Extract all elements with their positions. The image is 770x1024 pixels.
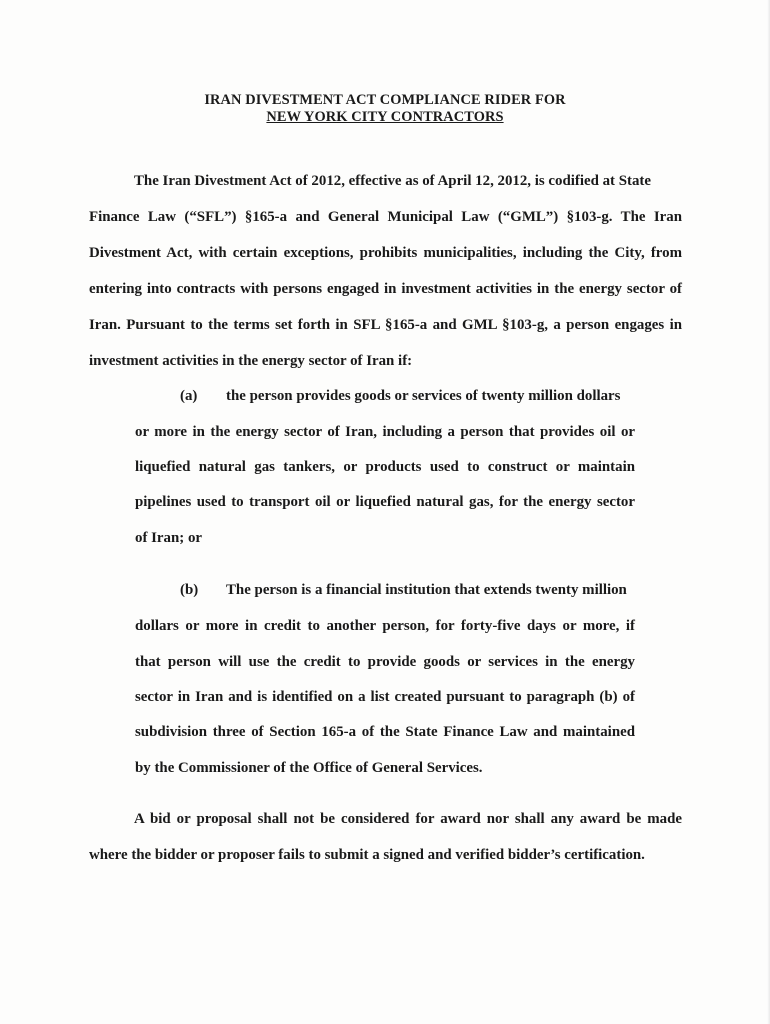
item-b-label: (b) <box>180 582 199 598</box>
intro-line-1: The Iran Divestment Act of 2012, effective as of April 12, 2012, is codified at State <box>134 173 651 189</box>
item-a-line-3: liquefied natural gas tankers, or products used to construct or maintain <box>135 459 635 475</box>
closing-line-1: A bid or proposal shall not be considered for award nor shall any award be made <box>134 811 682 827</box>
intro-line-5: Iran. Pursuant to the terms set forth in SFL §165-a and GML §103-g, a person engages in <box>89 317 682 333</box>
item-a-line-5: of Iran; or <box>135 530 202 546</box>
item-b-line-5: subdivision three of Section 165-a of the State Finance Law and maintained <box>135 724 635 740</box>
closing-line-2: where the bidder or proposer fails to submit a signed and verified bidder’s certification. <box>89 847 645 863</box>
item-a-line-1: the person provides goods or services of twenty million dollars <box>226 388 621 404</box>
intro-line-4: entering into contracts with persons engaged in investment activities in the energy sector of <box>89 281 682 297</box>
item-b-line-1: The person is a financial institution that extends twenty million <box>226 582 627 598</box>
item-a-line-4: pipelines used to transport oil or liquefied natural gas, for the energy sector <box>135 494 635 510</box>
item-a-label: (a) <box>180 388 198 404</box>
intro-line-6: investment activities in the energy sector of Iran if: <box>89 353 413 369</box>
item-b-line-4: sector in Iran and is identified on a list created pursuant to paragraph (b) of <box>135 689 635 705</box>
item-b-line-2: dollars or more in credit to another person, for forty-five days or more, if <box>135 618 635 634</box>
document-title-line-1: IRAN DIVESTMENT ACT COMPLIANCE RIDER FOR <box>204 92 566 108</box>
intro-line-2: Finance Law (“SFL”) §165-a and General Municipal Law (“GML”) §103-g. The Iran <box>89 209 682 225</box>
item-b-line-6: by the Commissioner of the Office of General Services. <box>135 760 483 776</box>
item-b-line-3: that person will use the credit to provide goods or services in the energy <box>135 654 635 670</box>
item-a-line-2: or more in the energy sector of Iran, including a person that provides oil or <box>135 424 635 440</box>
intro-line-3: Divestment Act, with certain exceptions, prohibits municipalities, including the City, from <box>89 245 682 261</box>
document-title-line-2: NEW YORK CITY CONTRACTORS <box>266 109 504 125</box>
